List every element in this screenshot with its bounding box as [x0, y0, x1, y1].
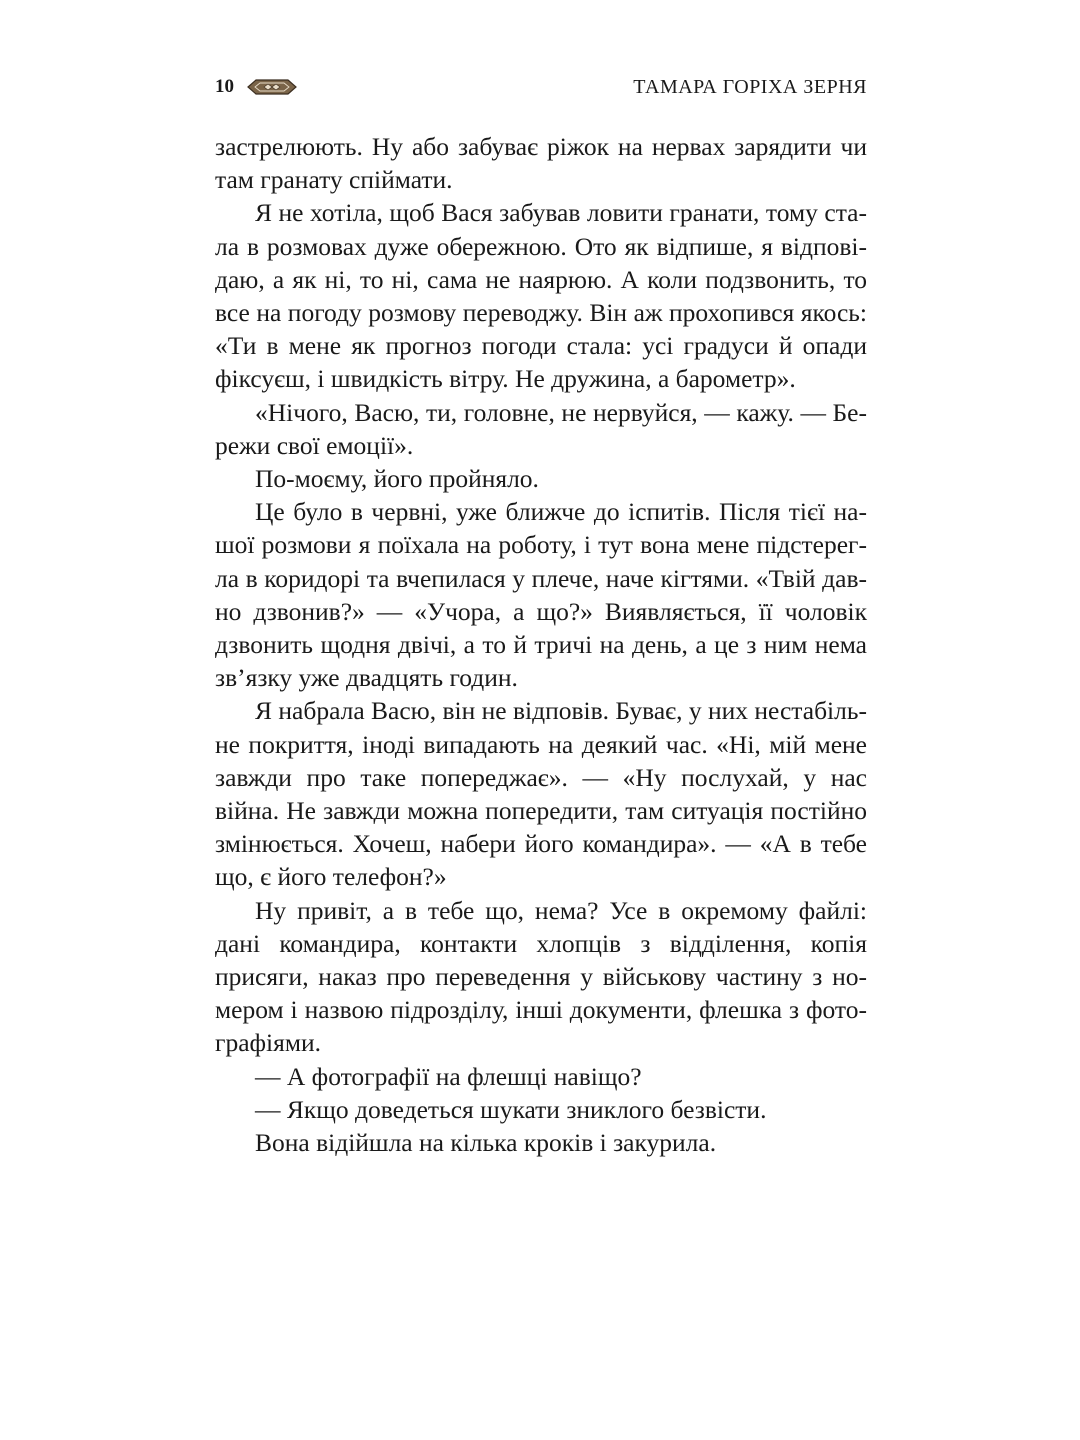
page-number: 10 — [215, 76, 234, 97]
paragraph-5: Це було в червні, уже ближче до іспитів. Після тієї нашої розмови я поїхала на роботу, і тут вона мене підстерегла в коридорі та вчепилася у плече, наче кігтями. «Твій давно дзвонив?» — «Учора, а що?» Виявляється, її чоловік дзвонить щодня двічі, а то й тричі на день, а це з ним нема зв’язку уже двадцять годин. — [215, 497, 867, 693]
paragraph-4: По-моєму, його пройняло. — [255, 464, 539, 494]
dialog-line-1: — А фотографії на флешці навіщо? — [255, 1061, 642, 1091]
body-text — [215, 130, 867, 1159]
dialog-line-2: — Якщо доведеться шукати зниклого безвісти. — [255, 1094, 767, 1124]
paragraph-3: «Нічого, Васю, ти, головне, не нервуйся, — кажу. — Бережи свої емоції». — [215, 397, 867, 460]
paragraph-2: Я не хотіла, щоб Вася забував ловити гранати, тому стала в розмовах дуже обережною. Ото як відпише, я відповідаю, а як ні, то ні, сама не наярюю. А коли подзвонить, то все на погоду розмову переводжу. Він аж прохопився якось: «Ти в мене як прогноз погоди стала: усі градуси й опади фіксуєш, і швидкість вітру. Не дружина, а барометр». — [215, 198, 867, 394]
book-title: ТАМАРА ГОРІХА ЗЕРНЯ — [633, 75, 867, 98]
running-head-left — [215, 76, 298, 98]
paragraph-1: застрелюють. Ну або забуває ріжок на нервах зарядити чи там гранату спіймати. — [215, 132, 867, 195]
ornament-icon — [246, 78, 298, 96]
running-head — [215, 72, 867, 102]
paragraph-6: Я набрала Васю, він не відповів. Буває, у них нестабільне покриття, іноді випадають на деякий час. «Ні, мій мене завжди про таке попереджає». — «Ну послухай, у нас війна. Не завжди можна попередити, там ситуація постійно змінюється. Хочеш, набери його командира». — «А в тебе що, є його телефон?» — [215, 696, 867, 892]
paragraph-7: Ну привіт, а в тебе що, нема? Усе в окремому файлі: дані командира, контакти хлопців з відділення, копія присяги, наказ про переведення у військову частину з номером і назвою підрозділу, інші документи, флешка з фотографіями. — [215, 895, 867, 1058]
paragraph-last: Вона відійшла на кілька кроків і закурила. — [255, 1128, 717, 1158]
